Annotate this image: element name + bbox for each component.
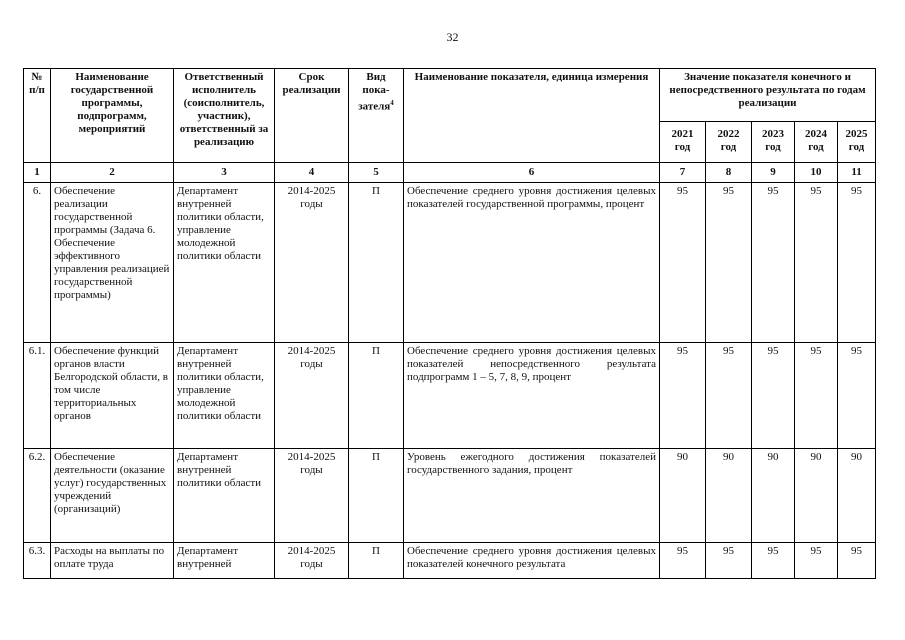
row-term: 2014-2025 годы [275,543,349,579]
row-type: П [349,449,404,543]
table-row [24,183,876,343]
row-value: 95 [752,343,795,449]
header-type-label: Вид пока-зателя [358,71,391,113]
row-value: 90 [838,449,876,543]
row-type: П [349,183,404,343]
row-term: 2014-2025 годы [275,183,349,343]
column-number: 3 [174,163,275,183]
row-indicator: Обеспечение среднего уровня достижения целевых показателей конечного результата [404,543,660,579]
header-year: 2022 год [706,122,752,163]
column-number: 2 [51,163,174,183]
table-row [24,343,876,449]
row-value: 95 [795,343,838,449]
table-row [24,543,876,579]
row-value: 90 [795,449,838,543]
header-year: 2023 год [752,122,795,163]
row-num: 6. [24,183,51,343]
row-type: П [349,343,404,449]
column-number: 5 [349,163,404,183]
row-value: 95 [706,343,752,449]
row-value: 95 [660,543,706,579]
column-number: 11 [838,163,876,183]
header-responsible: Ответственный исполнитель (соисполнитель, участник), ответственный за реализацию [174,69,275,163]
row-indicator: Обеспечение среднего уровня достижения целевых показателей государственной программы, процент [404,183,660,343]
row-value: 95 [660,343,706,449]
page-number: 32 [446,30,459,44]
header-year: 2021 год [660,122,706,163]
row-value: 95 [838,343,876,449]
program-table [23,68,876,579]
row-indicator: Обеспечение среднего уровня достижения целевых показателей непосредственного результата подпрограмм 1 – 5, 7, 8, 9, процент [404,343,660,449]
row-value: 95 [838,183,876,343]
header-type-footnote: 4 [390,99,394,107]
row-num: 6.3. [24,543,51,579]
row-term: 2014-2025 годы [275,343,349,449]
column-number: 8 [706,163,752,183]
header-year: 2025 год [838,122,876,163]
row-value: 95 [752,183,795,343]
row-responsible: Департамент внутренней [174,543,275,579]
column-number: 7 [660,163,706,183]
header-indicator: Наименование показателя, единица измерения [404,69,660,163]
row-value: 95 [838,543,876,579]
row-value: 95 [660,183,706,343]
row-name: Обеспечение реализации государственной программы (Задача 6. Обеспечение эффективного управления реализацией государственной программы) [51,183,174,343]
row-value: 95 [706,543,752,579]
row-value: 95 [752,543,795,579]
header-values: Значение показателя конечного и непосредственного результата по годам реализации [660,69,876,122]
row-num: 6.1. [24,343,51,449]
header-year: 2024 год [795,122,838,163]
header-type [349,69,404,163]
row-value: 95 [706,183,752,343]
header-term: Срок реализации [275,69,349,163]
row-value: 90 [752,449,795,543]
header-name: Наименование государственной программы, подпрограмм, мероприятий [51,69,174,163]
header-num: № п/п [24,69,51,163]
table-row [24,449,876,543]
row-value: 90 [660,449,706,543]
column-number: 9 [752,163,795,183]
column-number: 1 [24,163,51,183]
row-num: 6.2. [24,449,51,543]
row-value: 95 [795,183,838,343]
row-indicator: Уровень ежегодного достижения показателей государственного задания, процент [404,449,660,543]
column-number: 4 [275,163,349,183]
column-number: 6 [404,163,660,183]
column-number-row [24,163,876,183]
row-term: 2014-2025 годы [275,449,349,543]
row-value: 95 [795,543,838,579]
row-responsible: Департамент внутренней политики области, управление молодежной политики области [174,183,275,343]
row-name: Обеспечение функций органов власти Белгородской области, в том числе территориальных органов [51,343,174,449]
row-type: П [349,543,404,579]
row-responsible: Департамент внутренней политики области [174,449,275,543]
row-responsible: Департамент внутренней политики области, управление молодежной политики области [174,343,275,449]
row-value: 90 [706,449,752,543]
column-number: 10 [795,163,838,183]
row-name: Обеспечение деятельности (оказание услуг) государственных учреждений (организаций) [51,449,174,543]
row-name: Расходы на выплаты по оплате труда [51,543,174,579]
header-row [24,69,876,122]
